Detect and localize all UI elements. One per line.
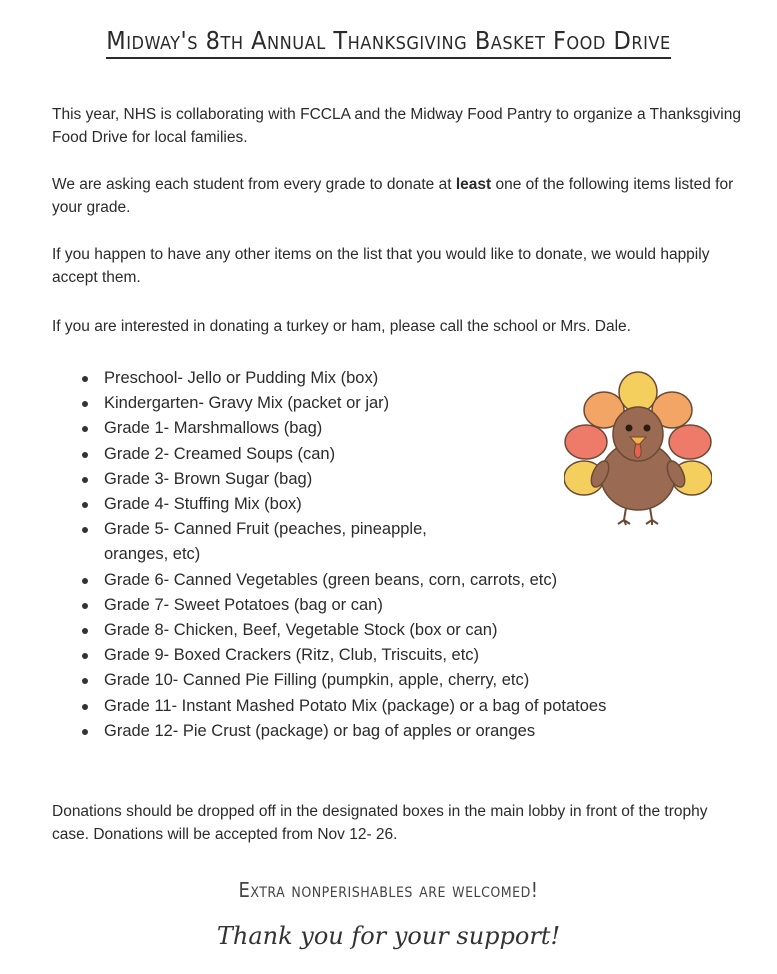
request-text-after: one of the following items listed for your grade. xyxy=(52,176,734,216)
turkey-icon xyxy=(564,370,712,526)
list-item: Grade 12- Pie Crust (package) or bag of apples or oranges xyxy=(80,719,680,744)
extra-items-paragraph: If you happen to have any other items on the list that you would like to donate, we would happily accept them. xyxy=(52,246,710,286)
list-item: Grade 2- Creamed Soups (can) xyxy=(80,442,680,467)
request-paragraph xyxy=(52,173,742,219)
thank-you-note: Thank you for your support! xyxy=(216,922,561,950)
request-emphasis: least xyxy=(455,176,492,193)
list-item: Grade 3- Brown Sugar (bag) xyxy=(80,467,680,492)
list-item: Grade 11- Instant Mashed Potato Mix (package) or a bag of potatoes xyxy=(80,694,680,719)
list-item: Grade 4- Stuffing Mix (box) xyxy=(80,492,680,517)
turkey-ham-paragraph: If you are interested in donating a turkey or ham, please call the school or Mrs. Dale. xyxy=(52,318,631,335)
list-item: Grade 9- Boxed Crackers (Ritz, Club, Triscuits, etc) xyxy=(80,643,680,668)
page-title xyxy=(0,26,777,55)
list-item: Preschool- Jello or Pudding Mix (box) xyxy=(80,366,680,391)
title-text: Midway's 8th Annual Thanksgiving Basket Food Drive xyxy=(106,26,670,59)
request-text-before: We are asking each student from every grade to donate at xyxy=(52,176,456,193)
extra-nonperishables-note: Extra nonperishables are welcomed! xyxy=(238,878,539,902)
list-item: Grade 7- Sweet Potatoes (bag or can) xyxy=(80,593,680,618)
list-item: Grade 1- Marshmallows (bag) xyxy=(80,416,680,441)
intro-paragraph: This year, NHS is collaborating with FCCLA and the Midway Food Pantry to organize a Thanksgiving Food Drive for local families. xyxy=(52,106,741,146)
list-item: Grade 10- Canned Pie Filling (pumpkin, apple, cherry, etc) xyxy=(80,668,680,693)
list-item: Grade 6- Canned Vegetables (green beans, corn, carrots, etc) xyxy=(80,568,680,593)
dropoff-paragraph: Donations should be dropped off in the designated boxes in the main lobby in front of the trophy case. Donations will be accepted from Nov 12- 26. xyxy=(52,803,708,843)
list-item: Grade 8- Chicken, Beef, Vegetable Stock (box or can) xyxy=(80,618,680,643)
list-item: Grade 5- Canned Fruit (peaches, pineapple, oranges, etc) xyxy=(80,517,484,567)
list-item: Kindergarten- Gravy Mix (packet or jar) xyxy=(80,391,680,416)
